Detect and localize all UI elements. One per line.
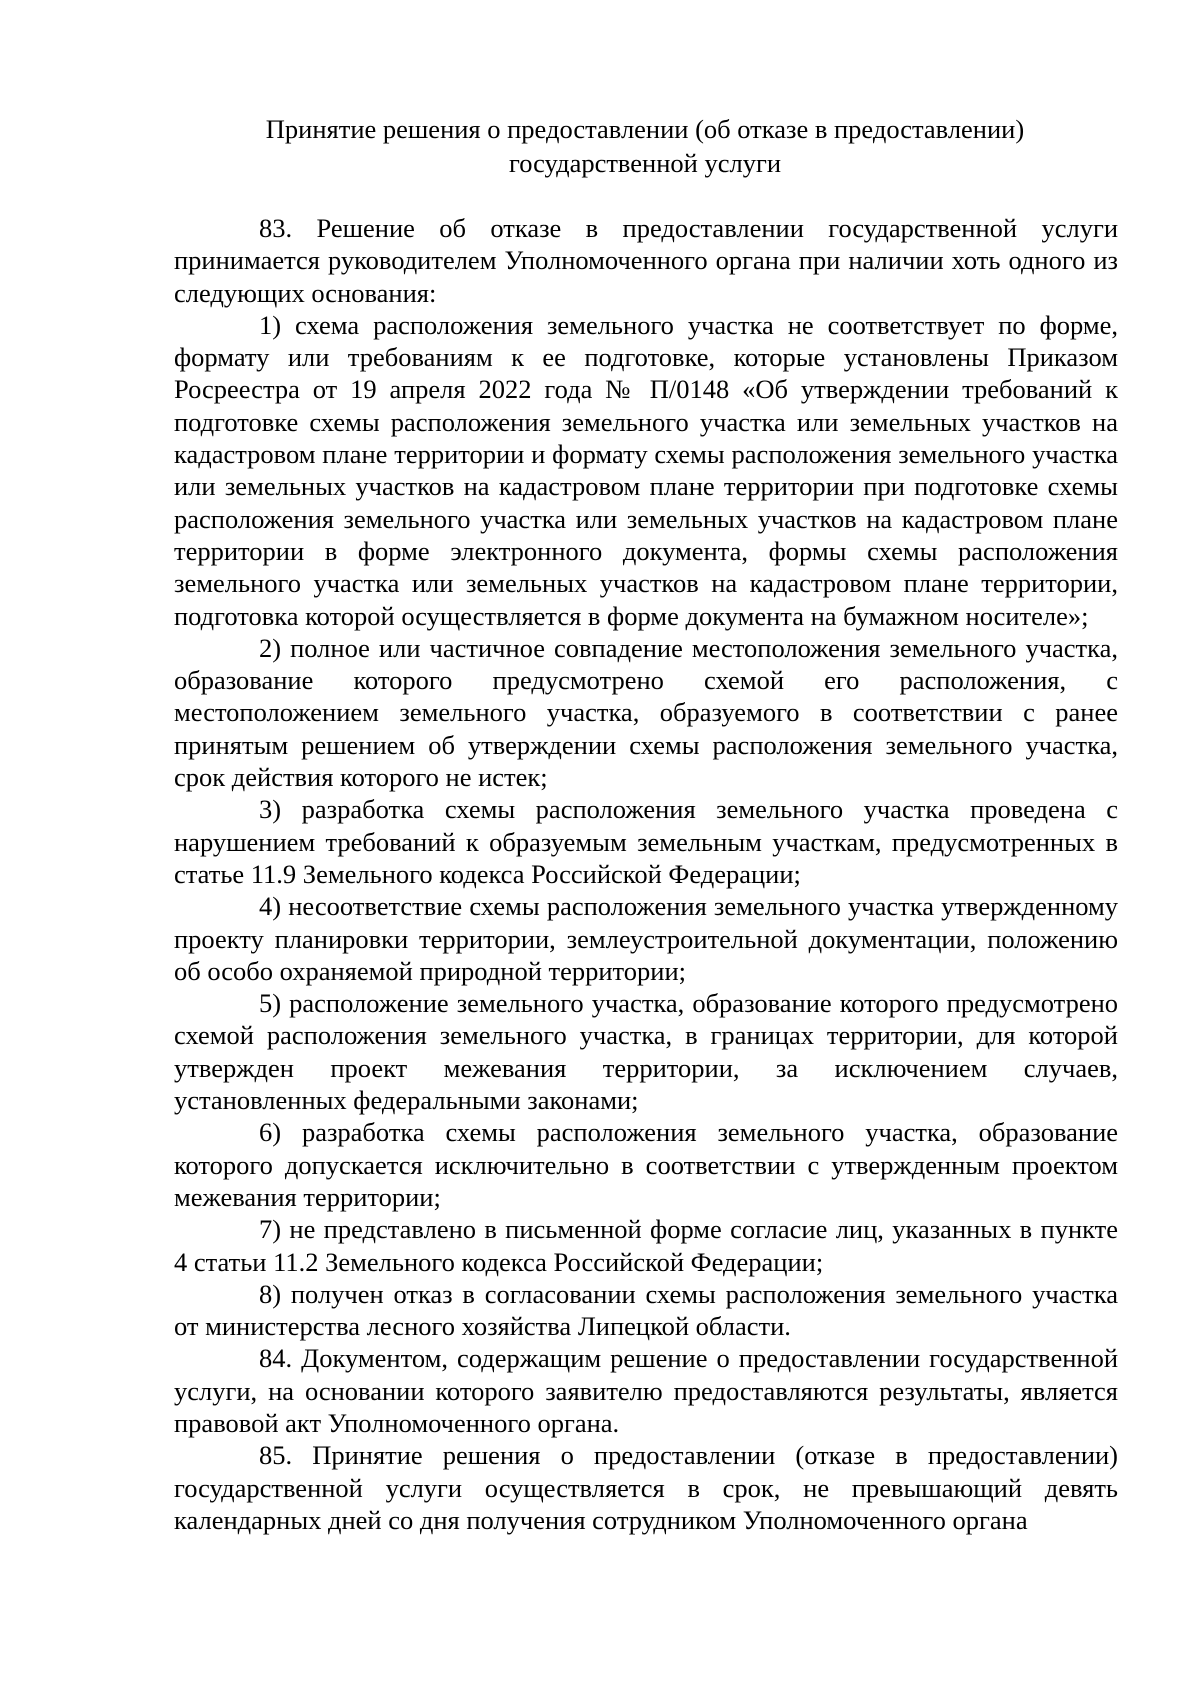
list-item-2	[174, 632, 1118, 793]
document-body	[174, 212, 1118, 1536]
paragraph-number: 84.	[259, 1343, 293, 1374]
list-item-number: 2)	[259, 632, 282, 663]
list-item-number: 3)	[259, 794, 282, 825]
list-item-3	[174, 793, 1118, 890]
list-item-5	[174, 987, 1118, 1116]
paragraph-number: 85.	[259, 1440, 293, 1471]
list-item-6	[174, 1116, 1118, 1213]
list-item-text: получен отказ в согласовании схемы расположения земельного участка от министерства лесного хозяйства Липецкой области.	[174, 1278, 1118, 1342]
paragraph-84	[174, 1342, 1118, 1439]
list-item-number: 7)	[259, 1214, 282, 1245]
list-item-text: схема расположения земельного участка не соответствует по форме, формату или требованиям к ее подготовке, которые установлены Приказом Росреестра от 19 апреля 2022 года № П/0148 «Об утверждении требований к подготовке схемы расположения земельного участка или земельных участков на кадастровом плане территории и формату схемы расположения земельного участка или земельных участков на кадастровом плане территории при подготовке схемы расположения земельного участка или земельных участков на кадастровом плане территории в форме электронного документа, формы схемы расположения земельного участка или земельных участков на кадастровом плане территории, подготовка которой осуществляется в форме документа на бумажном носителе»;	[174, 309, 1119, 631]
paragraph-83	[174, 212, 1118, 309]
list-item-text: не представлено в письменной форме согласие лиц, указанных в пункте 4 статьи 11.2 Земельного кодекса Российской Федерации;	[174, 1214, 1119, 1277]
paragraph-85	[174, 1439, 1118, 1536]
list-item-text: разработка схемы расположения земельного участка проведена с нарушением требований к образуемым земельным участкам, предусмотренных в статье 11.9 Земельного кодекса Российской Федерации;	[174, 794, 1119, 889]
section-heading	[170, 112, 1120, 180]
list-item-4	[174, 890, 1118, 987]
list-item-text: несоответствие схемы расположения земельного участка утвержденному проекту планировки территории, землеустроительной документации, положению об особо охраняемой природной территории;	[174, 891, 1119, 986]
list-item-number: 5)	[259, 988, 282, 1019]
paragraph-number: 83.	[259, 213, 293, 243]
list-item-number: 4)	[259, 891, 282, 922]
list-item-7	[174, 1213, 1118, 1278]
list-item-1	[174, 309, 1118, 632]
list-item-8	[174, 1278, 1118, 1343]
list-item-text: разработка схемы расположения земельного участка, образование которого допускается исключительно в соответствии с утвержденным проектом межевания территории;	[174, 1117, 1119, 1212]
list-item-text: расположение земельного участка, образование которого предусмотрено схемой расположения земельного участка, в границах территории, для которой утвержден проект межевания территории, за исключением случаев, установленных федеральными законами;	[174, 988, 1119, 1116]
paragraph-text: Принятие решения о предоставлении (отказе в предоставлении) государственной услуги осуществляется в срок, не превышающий девять календарных дней со дня получения сотрудником Уполномоченного органа	[174, 1440, 1119, 1535]
paragraph-text: Решение об отказе в предоставлении государственной услуги принимается руководителем Уполномоченного органа при наличии хоть одного из следующих основания:	[174, 213, 1118, 308]
list-item-number: 8)	[259, 1278, 282, 1309]
list-item-number: 6)	[259, 1117, 282, 1148]
list-item-text: полное или частичное совпадение местоположения земельного участка, образование которого предусмотрено схемой его расположения, с местоположением земельного участка, образуемого в соответствии с ранее принятым решением об утверждении схемы расположения земельного участка, срок действия которого не истек;	[174, 632, 1118, 793]
section-heading-line-2: государственной услуги	[508, 148, 782, 178]
paragraph-text: Документом, содержащим решение о предоставлении государственной услуги, на основании которого заявителю предоставляются результаты, является правовой акт Уполномоченного органа.	[174, 1343, 1119, 1438]
list-item-number: 1)	[259, 309, 282, 340]
section-heading-line-1: Принятие решения о предоставлении (об отказе в предоставлении)	[265, 114, 1025, 144]
